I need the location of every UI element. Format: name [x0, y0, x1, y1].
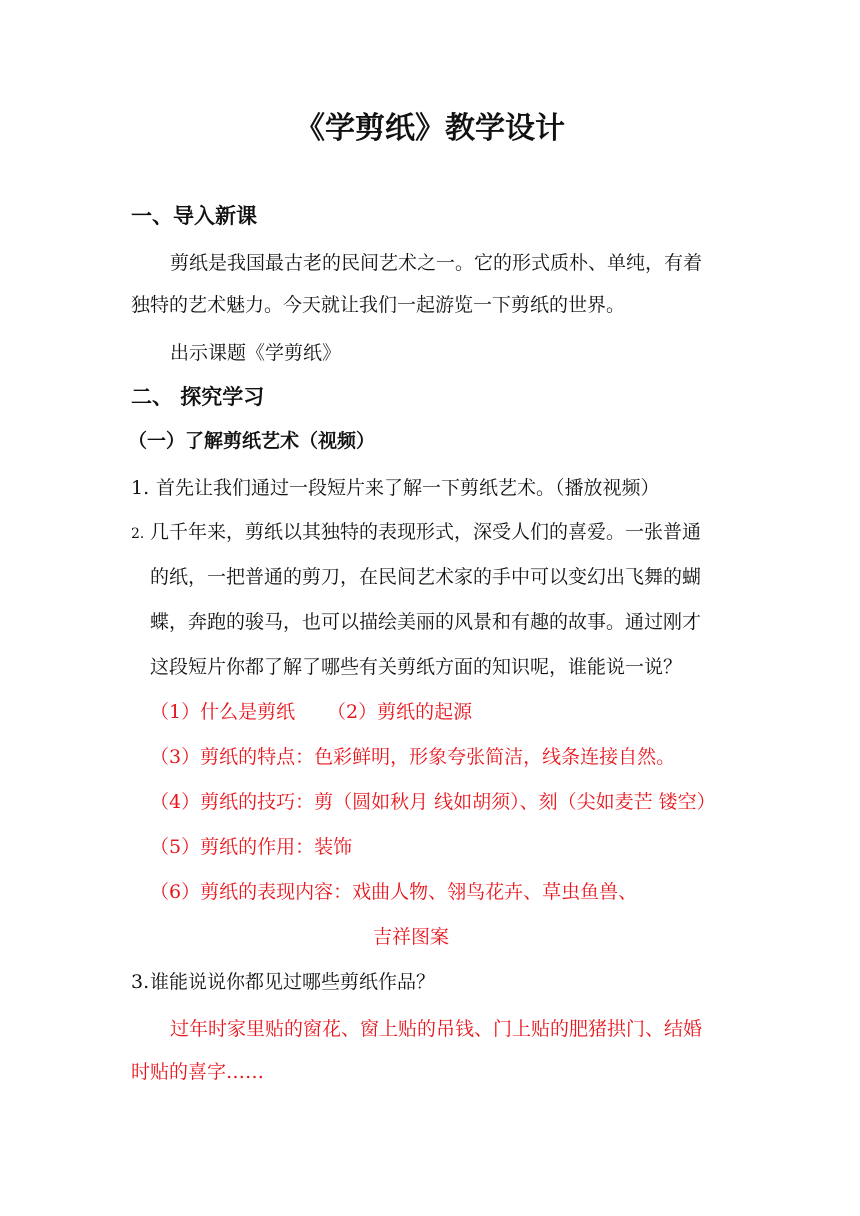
- item-3-answer-line-1: 过年时家里贴的窗花、窗上贴的吊钱、门上贴的肥猪拱门、结婚: [170, 1018, 703, 1040]
- section-heading-intro: 一、导入新课: [131, 203, 257, 228]
- answer-papercut-content: （6）剪纸的表现内容：戏曲人物、翎鸟花卉、草虫鱼兽、: [150, 881, 638, 903]
- item-3-answer-line-2: 时贴的喜字……: [131, 1061, 265, 1083]
- subsection-heading-video: （一）了解剪纸艺术（视频）: [128, 430, 376, 452]
- item-2-line-4: 这段短片你都了解了哪些有关剪纸方面的知识呢，谁能说一说？: [150, 656, 683, 678]
- item-2-number: 2.: [131, 526, 145, 542]
- answer-papercut-origin: （2）剪纸的起源: [327, 701, 473, 723]
- item-2-line-3: 蝶，奔跑的骏马，也可以描绘美丽的风景和有趣的故事。通过刚才: [150, 611, 702, 633]
- item-3-number: 3.: [131, 971, 150, 993]
- answer-what-is-papercut: （1）什么是剪纸: [150, 701, 296, 723]
- section-heading-explore: 二、 探究学习: [131, 384, 265, 409]
- answer-papercut-usage: （5）剪纸的作用：装饰: [150, 836, 353, 858]
- item-1-number: 1.: [131, 477, 150, 499]
- item-3-question: 谁能说说你都见过哪些剪纸作品？: [150, 971, 436, 993]
- item-2-line-1: 几千年来，剪纸以其独特的表现形式，深受人们的喜爱。一张普通: [150, 521, 702, 543]
- answer-papercut-features: （3）剪纸的特点：色彩鲜明，形象夸张简洁，线条连接自然。: [150, 746, 676, 768]
- item-1-text: 首先让我们通过一段短片来了解一下剪纸艺术。（播放视频）: [156, 477, 660, 499]
- answer-papercut-content-continued: 吉祥图案: [373, 926, 450, 948]
- lesson-topic-line: 出示课题《学剪纸》: [170, 342, 342, 364]
- intro-paragraph-line-2: 独特的艺术魅力。今天就让我们一起游览一下剪纸的世界。: [131, 294, 626, 316]
- document-title: 《学剪纸》教学设计: [295, 111, 565, 146]
- answer-papercut-techniques: （4）剪纸的技巧：剪（圆如秋月 线如胡须）、刻（尖如麦芒 镂空）: [150, 791, 716, 813]
- item-2-line-2: 的纸，一把普通的剪刀，在民间艺术家的手中可以变幻出飞舞的蝴: [150, 566, 702, 588]
- intro-paragraph-line-1: 剪纸是我国最古老的民间艺术之一。它的形式质朴、单纯，有着: [170, 252, 703, 274]
